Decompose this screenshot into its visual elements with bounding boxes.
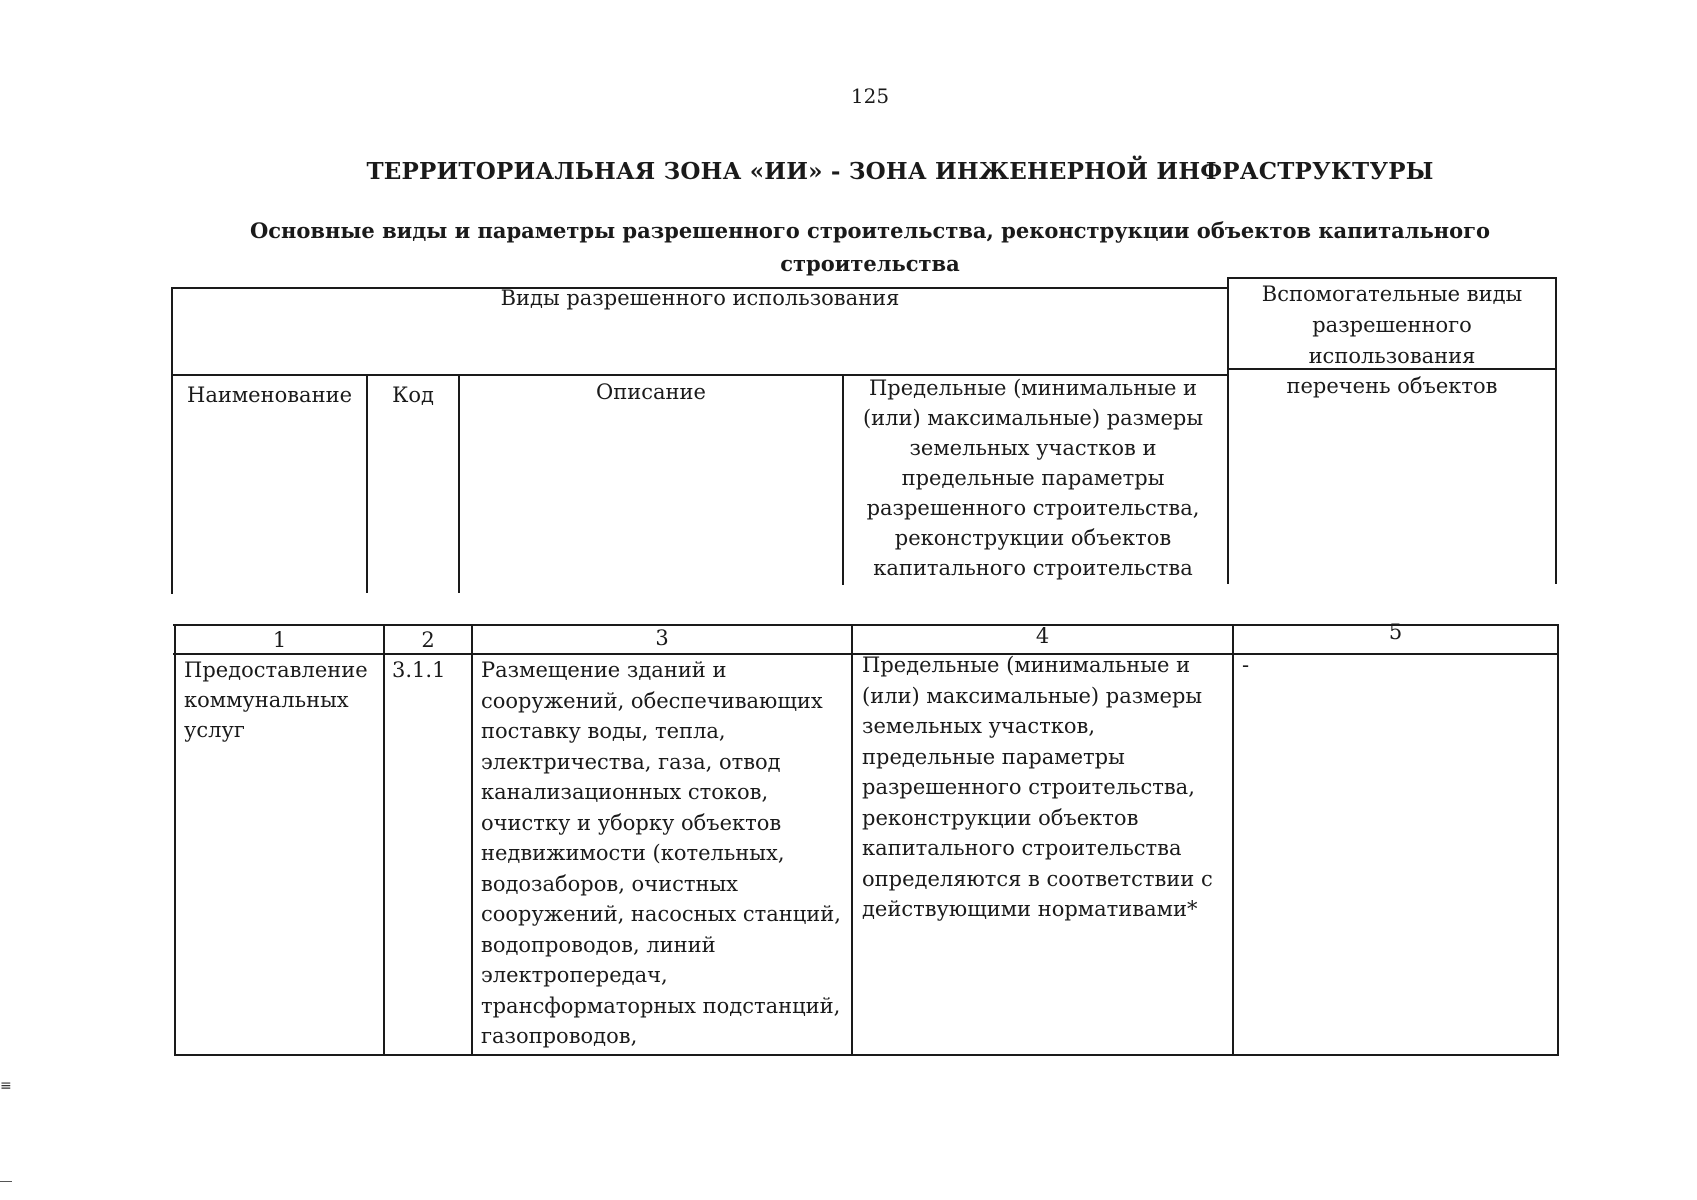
section-subtitle: Основные виды и параметры разрешенного строительства, реконструкции объектов капитального строительства <box>249 218 1491 276</box>
row-name: Предоставление коммунальных услуг <box>184 658 368 742</box>
header-table-right-border <box>1555 277 1557 584</box>
header-col-code: Код <box>392 383 434 407</box>
column-number-5: 5 <box>1388 620 1403 644</box>
column-number-2: 2 <box>421 628 435 652</box>
data-table-col-divider-3 <box>851 624 853 1054</box>
header-table-col-divider-2 <box>458 375 460 593</box>
data-table-right-border <box>1557 624 1559 1054</box>
data-table-col-divider-1 <box>383 624 385 1055</box>
header-table-col-divider-3 <box>842 375 844 585</box>
page-number: 125 <box>850 84 890 108</box>
row-description: Размещение зданий и сооружений, обеспечивающих поставку воды, тепла, электричества, газа, отвод канализационных стоков, очистку и уборку объектов недвижимости (котельных, водозаборов, очистных сооружений, насосных станций, водопроводов, линий электропередач, трансформаторных подстанций, газопроводов, <box>481 658 841 1048</box>
header-col-params: Предельные (минимальные и (или) максимальные) размеры земельных участков и предельные параметры разрешенного строительства, реконструкции объектов капитального строительства <box>862 376 1204 580</box>
column-number-3: 3 <box>655 626 669 650</box>
data-table-col-divider-4 <box>1232 624 1234 1054</box>
row-aux: - <box>1242 653 1250 677</box>
column-number-1: 1 <box>272 628 287 652</box>
header-col-name: Наименование <box>187 383 352 407</box>
column-number-4: 4 <box>1035 624 1050 648</box>
header-col-description: Описание <box>596 380 706 404</box>
header-group-main: Виды разрешенного использования <box>500 286 900 310</box>
zone-title: ТЕРРИТОРИАЛЬНАЯ ЗОНА «ИИ» - ЗОНА ИНЖЕНЕРНОЙ ИНФРАСТРУКТУРЫ <box>366 158 1434 185</box>
row-code: 3.1.1 <box>392 658 446 682</box>
margin-mark: ≡ <box>0 1078 12 1094</box>
data-table-left-border <box>174 624 176 1056</box>
header-group-aux: Вспомогательные виды разрешенного использования <box>1261 282 1523 368</box>
margin-tick <box>0 1181 12 1182</box>
row-params: Предельные (минимальные и (или) максимальные) размеры земельных участков, предельные параметры разрешенного строительства, реконструкции объектов капитального строительства определяются в соответствии с действующими нормативами* <box>862 653 1213 921</box>
header-table-left-border <box>171 287 173 594</box>
data-table-col-divider-2 <box>471 624 473 1055</box>
header-col-aux-list: перечень объектов <box>1286 374 1498 398</box>
